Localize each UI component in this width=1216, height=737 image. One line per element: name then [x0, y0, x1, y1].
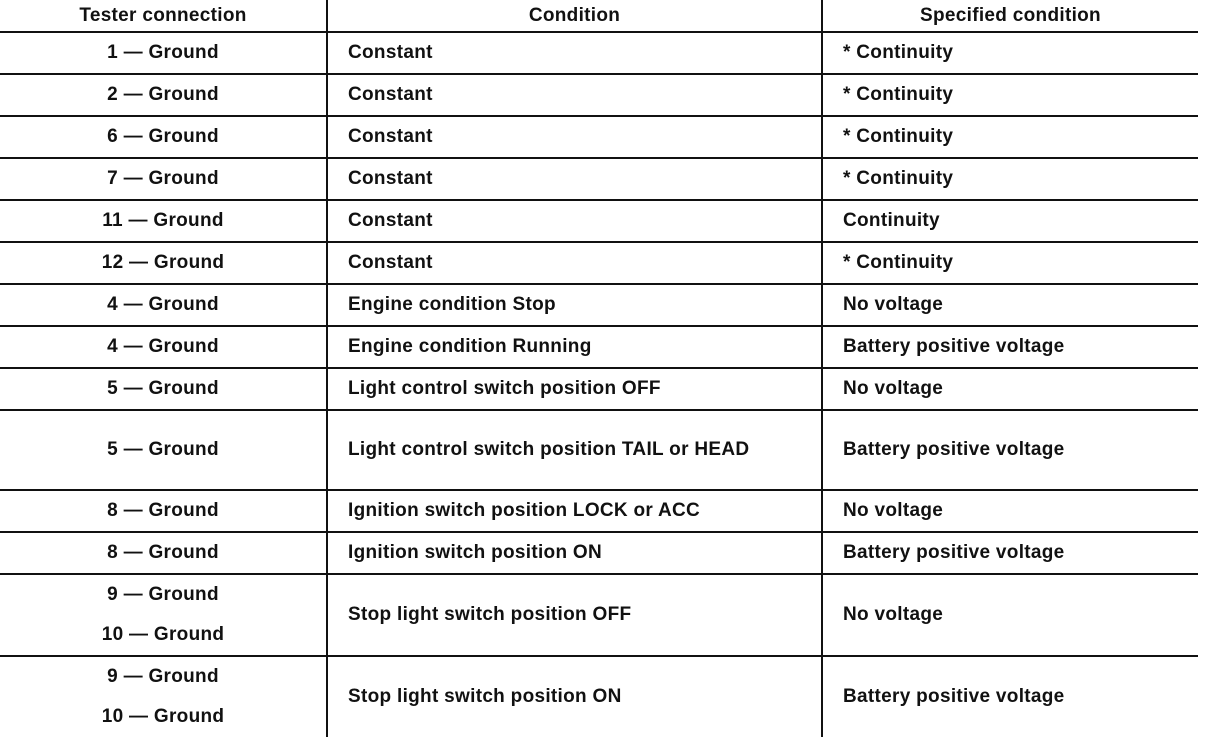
table-row	[0, 656, 1198, 737]
table-row	[0, 158, 1198, 200]
specified-condition-cell: Battery positive voltage	[822, 656, 1198, 737]
table-row	[0, 410, 1198, 490]
table-row	[0, 326, 1198, 368]
specified-condition-cell: Battery positive voltage	[822, 326, 1198, 368]
specified-condition-cell: No voltage	[822, 368, 1198, 410]
specified-condition-cell: No voltage	[822, 284, 1198, 326]
header-row	[0, 0, 1198, 32]
condition-cell: Constant	[327, 242, 822, 284]
specified-condition-cell: No voltage	[822, 490, 1198, 532]
tester-connection-cell	[0, 656, 327, 737]
condition-cell: Light control switch position OFF	[327, 368, 822, 410]
tester-connection-cell: 1 — Ground	[0, 32, 327, 74]
tester-connection-cell: 6 — Ground	[0, 116, 327, 158]
tester-connection-cell: 5 — Ground	[0, 410, 327, 490]
tester-connection-cell: 7 — Ground	[0, 158, 327, 200]
table-row	[0, 242, 1198, 284]
specified-condition-cell: No voltage	[822, 574, 1198, 656]
specified-condition-cell: * Continuity	[822, 116, 1198, 158]
table-row	[0, 284, 1198, 326]
tester-connection-cell: 4 — Ground	[0, 326, 327, 368]
condition-cell: Stop light switch position ON	[327, 656, 822, 737]
condition-cell: Engine condition Running	[327, 326, 822, 368]
tester-connection-line: 9 — Ground	[107, 584, 219, 605]
table-row	[0, 32, 1198, 74]
condition-cell: Ignition switch position ON	[327, 532, 822, 574]
tester-connection-cell: 11 — Ground	[0, 200, 327, 242]
tester-connection-cell: 5 — Ground	[0, 368, 327, 410]
header-condition: Condition	[327, 0, 822, 32]
specified-condition-cell: * Continuity	[822, 74, 1198, 116]
specified-condition-cell: * Continuity	[822, 242, 1198, 284]
tester-connection-cell: 12 — Ground	[0, 242, 327, 284]
specified-condition-cell: Battery positive voltage	[822, 410, 1198, 490]
condition-cell: Light control switch position TAIL or HEAD	[327, 410, 822, 490]
condition-cell: Constant	[327, 200, 822, 242]
tester-connection-line: 9 — Ground	[107, 666, 219, 687]
table-row	[0, 574, 1198, 656]
tester-connection-line: 10 — Ground	[101, 624, 225, 645]
specified-condition-cell: * Continuity	[822, 32, 1198, 74]
condition-cell: Engine condition Stop	[327, 284, 822, 326]
tester-connection-cell	[0, 574, 327, 656]
table-row	[0, 368, 1198, 410]
specified-condition-cell: * Continuity	[822, 158, 1198, 200]
table-row	[0, 200, 1198, 242]
tester-connection-cell: 4 — Ground	[0, 284, 327, 326]
table-row	[0, 490, 1198, 532]
table-row	[0, 532, 1198, 574]
tester-connection-cell: 2 — Ground	[0, 74, 327, 116]
specified-condition-cell: Continuity	[822, 200, 1198, 242]
header-specified-condition: Specified condition	[822, 0, 1198, 32]
table-row	[0, 116, 1198, 158]
specified-condition-cell: Battery positive voltage	[822, 532, 1198, 574]
tester-connection-cell: 8 — Ground	[0, 490, 327, 532]
header-tester-connection: Tester connection	[0, 0, 327, 32]
condition-cell: Stop light switch position OFF	[327, 574, 822, 656]
table-row	[0, 74, 1198, 116]
condition-cell: Constant	[327, 74, 822, 116]
tester-connection-line: 10 — Ground	[101, 706, 225, 727]
condition-cell: Constant	[327, 32, 822, 74]
condition-cell: Ignition switch position LOCK or ACC	[327, 490, 822, 532]
condition-cell: Constant	[327, 116, 822, 158]
tester-connection-cell: 8 — Ground	[0, 532, 327, 574]
condition-cell: Constant	[327, 158, 822, 200]
